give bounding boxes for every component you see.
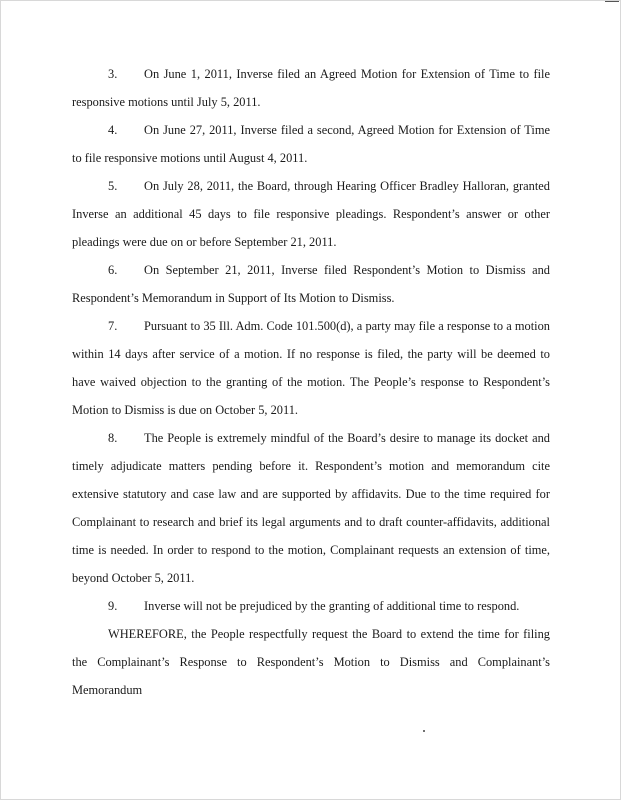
paragraph-text: Pursuant to 35 Ill. Adm. Code 101.500(d), a party may file a response to a motion within 14 days after service of a motion. If no response is filed, the party will be deemed to have waived objection to the granting of the motion. The People’s response to Respondent’s Motion to Dismiss is due on October 5, 2011. — [72, 319, 550, 417]
paragraph-text: Inverse will not be prejudiced by the granting of additional time to respond. — [144, 599, 520, 613]
paragraph-number: 4. — [108, 123, 118, 137]
scan-artifact-dot — [423, 730, 425, 732]
paragraph-number: 5. — [108, 179, 118, 193]
paragraph-text: The People is extremely mindful of the Board’s desire to manage its docket and timely adjudicate matters pending before it. Respondent’s motion and memorandum cite extensive statutory and case law and are supported by affidavits. Due to the time required for Complainant to research and brief its legal arguments and to draft counter-affidavits, additional time is needed. In order to respond to the motion, Complainant requests an extension of time, beyond October 5, 2011. — [72, 431, 550, 585]
paragraph-number: 6. — [108, 263, 118, 277]
document-body — [72, 60, 550, 704]
scan-artifact-mark — [605, 0, 619, 2]
paragraph-number: 3. — [108, 67, 118, 81]
paragraph-number: 7. — [108, 319, 118, 333]
paragraph-text: On September 21, 2011, Inverse filed Respondent’s Motion to Dismiss and Respondent’s Memorandum in Support of Its Motion to Dismiss. — [72, 263, 550, 305]
paragraph-9 — [72, 592, 550, 620]
paragraph-3 — [72, 60, 550, 116]
paragraph-text: On July 28, 2011, the Board, through Hearing Officer Bradley Halloran, granted Inverse an additional 45 days to file responsive pleadings. Respondent’s answer or other pleadings were due on or before September 21, 2011. — [72, 179, 550, 249]
paragraph-5 — [72, 172, 550, 256]
paragraph-text: On June 1, 2011, Inverse filed an Agreed Motion for Extension of Time to file responsive motions until July 5, 2011. — [72, 67, 550, 109]
paragraph-6 — [72, 256, 550, 312]
wherefore-paragraph: WHEREFORE, the People respectfully request the Board to extend the time for filing the Complainant’s Response to Respondent’s Motion to Dismiss and Complainant’s Memorandum — [72, 627, 550, 697]
paragraph-text: On June 27, 2011, Inverse filed a second, Agreed Motion for Extension of Time to file responsive motions until August 4, 2011. — [72, 123, 550, 165]
paragraph-4 — [72, 116, 550, 172]
paragraph-number: 9. — [108, 599, 118, 613]
paragraph-number: 8. — [108, 431, 118, 445]
paragraph-8 — [72, 424, 550, 592]
paragraph-7 — [72, 312, 550, 424]
